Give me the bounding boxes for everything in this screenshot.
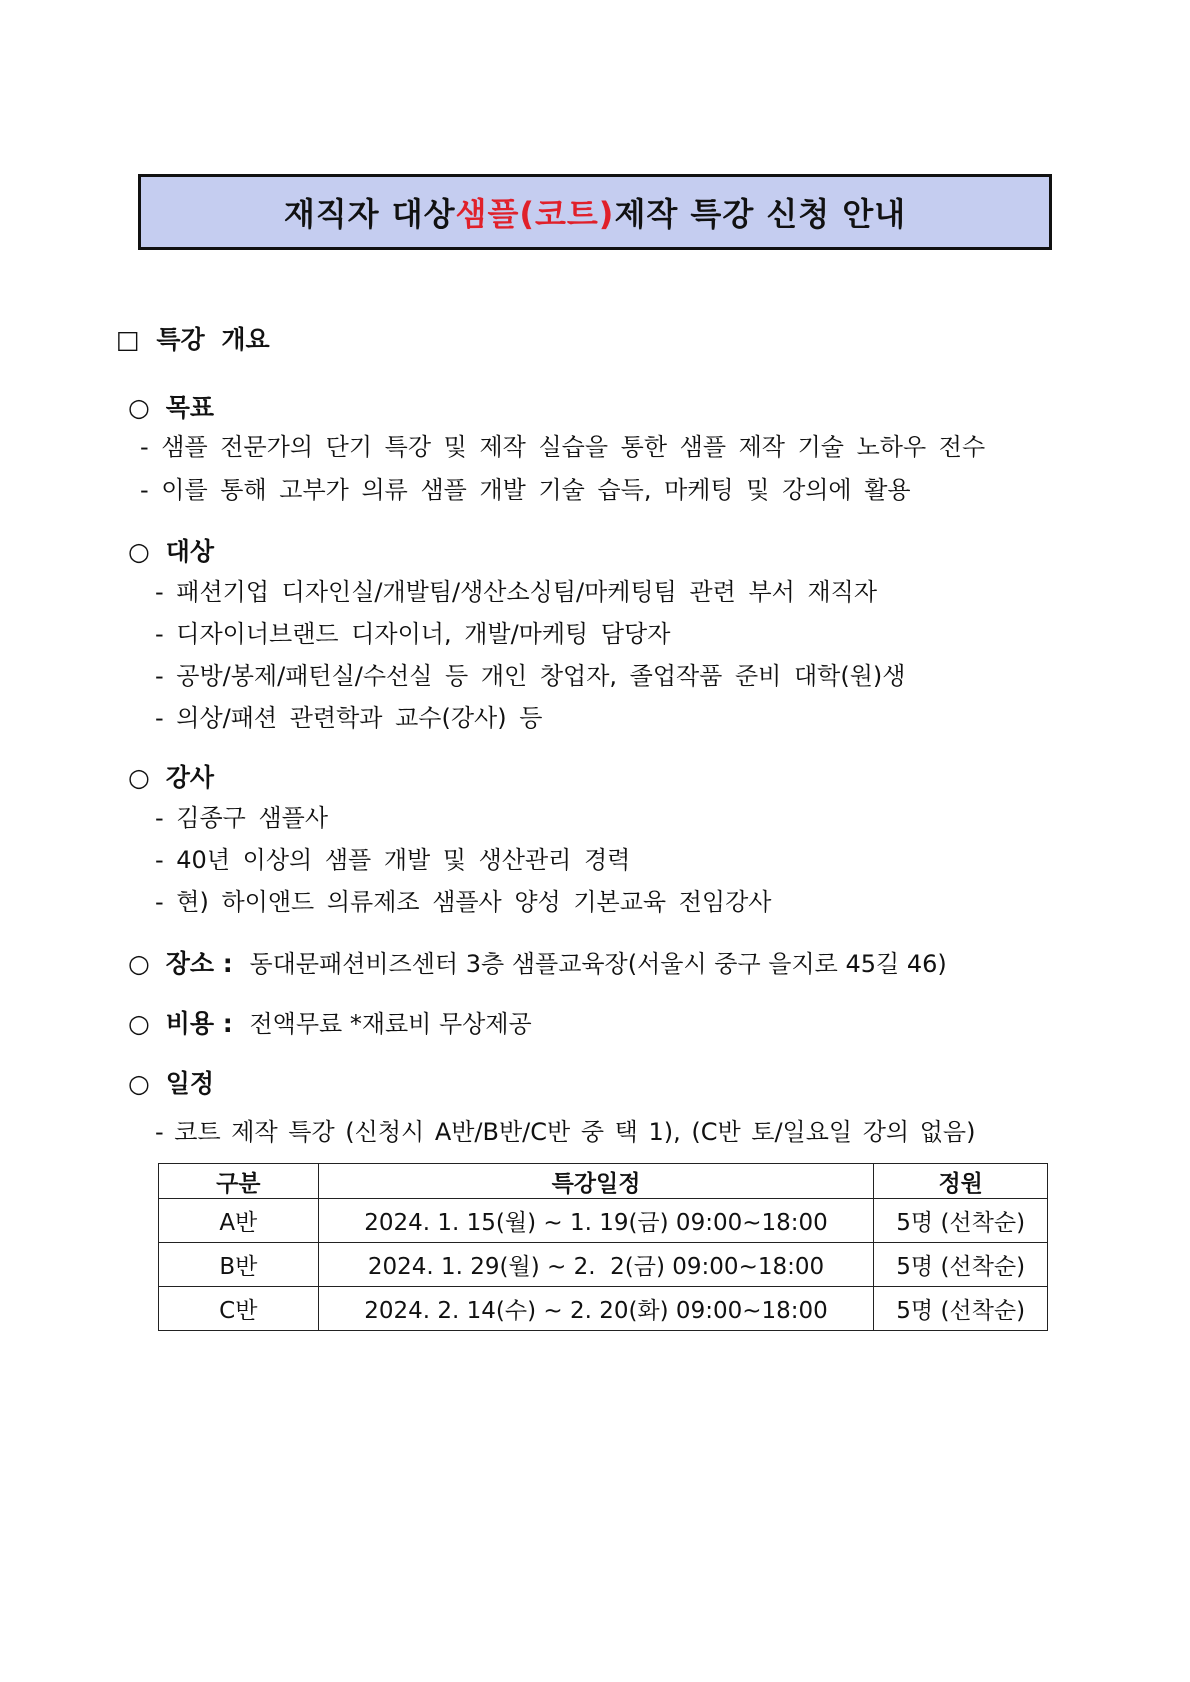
instructor-item: - 40년 이상의 샘플 개발 및 생산관리 경력 <box>155 846 631 874</box>
section-heading-label: 특강 개요 <box>156 325 270 354</box>
header-schedule: 특강일정 <box>318 1164 874 1199</box>
cost-separator: : <box>214 1009 242 1038</box>
target-item: - 패션기업 디자인실/개발팀/생산소싱팀/마케팅팀 관련 부서 재직자 <box>155 578 878 606</box>
title-text-before: 재직자 대상 <box>283 195 456 233</box>
goal-label: 목표 <box>165 393 215 422</box>
cost-label: 비용 <box>165 1009 215 1038</box>
header-class: 구분 <box>159 1164 319 1199</box>
target-label: 대상 <box>165 537 215 566</box>
venue-value: 동대문패션비즈센터 3층 샘플교육장(서울시 중구 을지로 45길 46) <box>249 950 947 978</box>
goal-item: - 샘플 전문가의 단기 특강 및 제작 실습을 통한 샘플 제작 기술 노하우 전수 <box>140 433 986 461</box>
document-title <box>138 174 1052 250</box>
square-bullet-icon: □ <box>116 325 140 354</box>
goal-heading <box>128 388 214 424</box>
class-cell: B반 <box>159 1243 319 1287</box>
capacity-cell: 5명 (선착순) <box>874 1287 1048 1331</box>
instructor-item: - 현) 하이앤드 의류제조 샘플사 양성 기본교육 전임강사 <box>155 888 772 916</box>
target-heading <box>128 532 214 568</box>
header-capacity: 정원 <box>874 1164 1048 1199</box>
venue-row <box>128 944 947 980</box>
target-item: - 공방/봉제/패턴실/수선실 등 개인 창업자, 졸업작품 준비 대학(원)생 <box>155 662 906 690</box>
table-row <box>159 1243 1048 1287</box>
section-heading <box>116 320 270 356</box>
schedule-cell: 2024. 1. 29(월) ~ 2. 2(금) 09:00~18:00 <box>318 1243 874 1287</box>
venue-separator: : <box>214 949 242 978</box>
class-cell: C반 <box>159 1287 319 1331</box>
circle-bullet-icon: ○ <box>128 949 150 978</box>
venue-label: 장소 <box>165 949 215 978</box>
class-cell: A반 <box>159 1199 319 1243</box>
circle-bullet-icon: ○ <box>128 537 150 566</box>
table-row <box>159 1287 1048 1331</box>
target-item: - 의상/패션 관련학과 교수(강사) 등 <box>155 704 543 732</box>
instructor-item: - 김종구 샘플사 <box>155 804 329 832</box>
schedule-cell: 2024. 1. 15(월) ~ 1. 19(금) 09:00~18:00 <box>318 1199 874 1243</box>
schedule-cell: 2024. 2. 14(수) ~ 2. 20(화) 09:00~18:00 <box>318 1287 874 1331</box>
goal-item: - 이를 통해 고부가 의류 샘플 개발 기술 습득, 마케팅 및 강의에 활용 <box>140 476 911 504</box>
title-text-accent: 샘플(코트) <box>455 195 615 233</box>
capacity-cell: 5명 (선착순) <box>874 1199 1048 1243</box>
circle-bullet-icon: ○ <box>128 763 150 792</box>
schedule-table <box>158 1163 1048 1331</box>
instructor-heading <box>128 758 214 794</box>
circle-bullet-icon: ○ <box>128 1009 150 1038</box>
schedule-label: 일정 <box>165 1069 215 1098</box>
instructor-label: 강사 <box>165 763 215 792</box>
circle-bullet-icon: ○ <box>128 393 150 422</box>
table-row <box>159 1199 1048 1243</box>
schedule-heading <box>128 1064 214 1100</box>
cost-value: 전액무료 *재료비 무상제공 <box>249 1010 532 1038</box>
target-item: - 디자이너브랜드 디자이너, 개발/마케팅 담당자 <box>155 620 671 648</box>
schedule-note: - 코트 제작 특강 (신청시 A반/B반/C반 중 택 1), (C반 토/일요일 강의 없음) <box>155 1118 976 1146</box>
title-text-after: 제작 특강 신청 안내 <box>614 195 907 233</box>
cost-row <box>128 1004 532 1040</box>
capacity-cell: 5명 (선착순) <box>874 1243 1048 1287</box>
table-header-row <box>159 1164 1048 1199</box>
circle-bullet-icon: ○ <box>128 1069 150 1098</box>
